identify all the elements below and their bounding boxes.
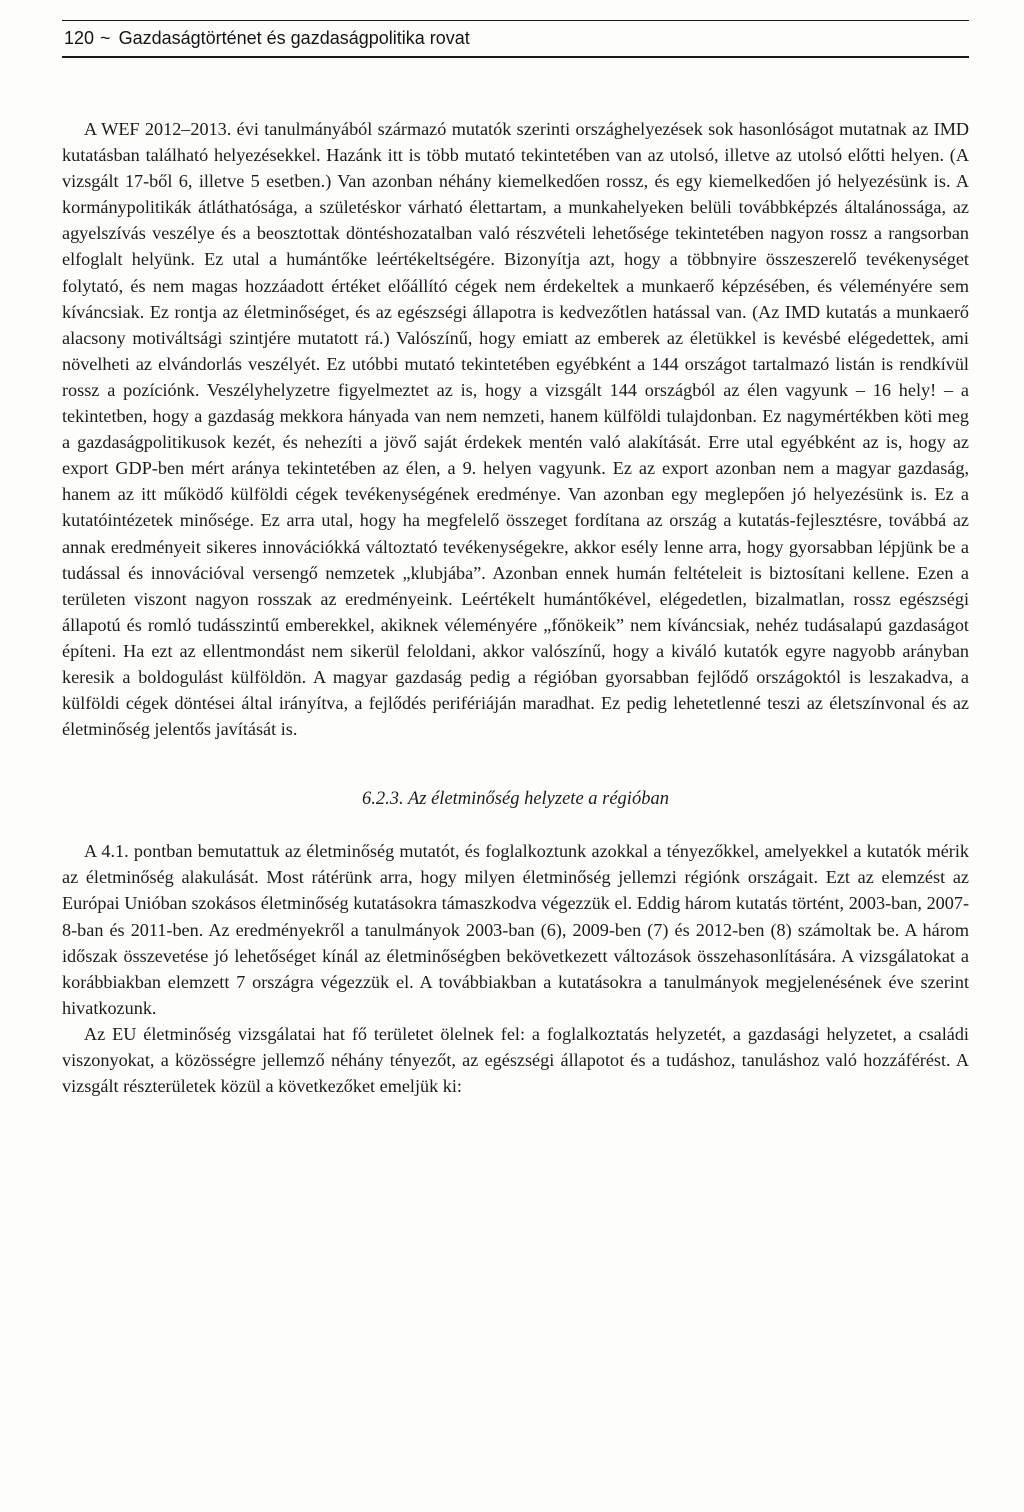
page-number: 120 bbox=[64, 28, 95, 48]
paragraph-life-quality-intro: A 4.1. pontban bemutattuk az életminőség mutatót, és foglalkoztunk azokkal a tényezőkkel, amelyekkel a kutatók mérik az életminőség alakulását. Most rátérünk arra, hogy milyen életminőség jellemzi régiónk országait. Ezt az elemzést az Európai Unióban szokásos életminőség kutatásokra támaszkodva végezzük el. Eddig három kutatás történt, 2003-ban, 2007-8-ban és 2011-ben. Az eredményekről a tanulmányok 2003-ban (6), 2009-ben (7) és 2012-ben (8) számoltak be. A három időszak összevetése jó lehetőséget kínál az életminőségben bekövetkezett változások összehasonlítására. A vizsgálatokat a korábbiakban elemzett 7 országra végezzük el. A továbbiakban a kutatásokra a tanulmányok megjelenésének éve szerint hivatkozunk. bbox=[62, 841, 969, 1018]
running-header bbox=[62, 20, 969, 58]
header-section-title: Gazdaságtörténet és gazdaságpolitika rovat bbox=[118, 28, 470, 48]
section-heading: 6.2.3. Az életminőség helyzete a régióban bbox=[362, 789, 669, 810]
paragraph-eu-surveys: Az EU életminőség vizsgálatai hat fő területet ölelnek fel: a foglalkoztatás helyzetét, a gazdasági helyzetet, a családi viszonyokat, a közösségre jellemző néhány tényezőt, az egészségi állapotot és a tudáshoz, tanuláshoz való hozzáférést. A vizsgált részterületek közül a következőket emeljük ki: bbox=[62, 1023, 969, 1097]
paragraph-wef-rankings: A WEF 2012–2013. évi tanulmányából származó mutatók szerinti országhelyezések sok hasonlóságot mutatnak az IMD kutatásban található helyezésekkel. Hazánk itt is több mutató tekintetében van az utolsó, illetve az utolsó előtti helyen. (A vizsgált 17-ből 6, illetve 5 esetben.) Van azonban néhány kiemelkedően rossz, és egy kiemelkedően jó helyezésünk is. A kormánypolitikák átláthatósága, a születéskor várható élettartam, a munkahelyeken belüli továbbképzés általánossága, az agyelszívás veszélye és a beosztottak döntéshozatalban való részvételi lehetősége tekintetében nagyon rossz a rangsorban elfoglalt helyünk. Ez utal a humántőke leértékeltségére. Bizonyítja azt, hogy a többnyire összeszerelő tevékenységet folytató, és nem magas hozzáadott értéket előállító cégek nem érdekeltek a munkaerő képzésében, és véleményére sem kíváncsiak. Ez rontja az életminőséget, és az egészségi állapotra is kedvezőtlen hatással van. (Az IMD kutatás a munkaerő alacsony motiváltsági szintjére mutatott rá.) Valószínű, hogy emiatt az emberek az életükkel is kevésbé elégedettek, ami növelheti az elvándorlás veszélyét. Ez utóbbi mutató tekintetében egyébként a 144 országot tartalmazó listán is rendkívül rossz a pozíciónk. Veszélyhelyzetre figyelmeztet az is, hogy a vizsgált 144 országból az élen vagyunk – 16 hely! – a tekintetben, hogy a gazdaság mekkora hányada van nem nemzeti, hanem külföldi tulajdonban. Ez nagymértékben köti meg a gazdaságpolitikusok kezét, és nehezíti a jövő saját érdekek mentén való alakítását. Erre utal egyébként az is, hogy az export GDP-ben mért aránya tekintetében az élen, a 9. helyen vagyunk. Ez az export azonban nem a magyar gazdaság, hanem az itt működő külföldi cégek tevékenységének eredménye. Van azonban egy meglepően jó helyezésünk is. Ez a kutatóintézetek minősége. Ez arra utal, hogy ha megfelelő összeget fordítana az ország a kutatás-fejlesztésre, továbbá az annak eredményeit sikeres innovációkká változtató tevékenységekre, akkor esély lenne arra, hogy gyorsabban lépjünk be a tudással és innovációval versengő nemzetek „klubjába”. Azonban ennek humán feltételeit is biztosítani kellene. Ezen a területen viszont nagyon rosszak az eredményeink. Leértékelt humántőkével, elégedetlen, bizalmatlan, rossz egészségi állapotú és romló tudásszintű emberekkel, akiknek véleményére „főnökeik” nem kíváncsiak, nehéz tudásalapú gazdaságot építeni. Ha ezt az ellentmondást nem sikerül feloldani, akkor valószínű, hogy a kiváló kutatók egyre nagyobb arányban keresik a boldogulást külföldön. A magyar gazdaság pedig a régióban gyorsabban fejlődő országoktól is leszakadva, a külföldi cégek döntései által irányítva, a fejlődés perifériáján maradhat. Ez pedig lehetetlenné teszi az életszínvonal és az életminőség jelentős javítását is. bbox=[62, 119, 969, 740]
body-text bbox=[62, 116, 969, 1099]
header-separator: ~ bbox=[100, 28, 111, 48]
document-page bbox=[62, 20, 969, 1099]
